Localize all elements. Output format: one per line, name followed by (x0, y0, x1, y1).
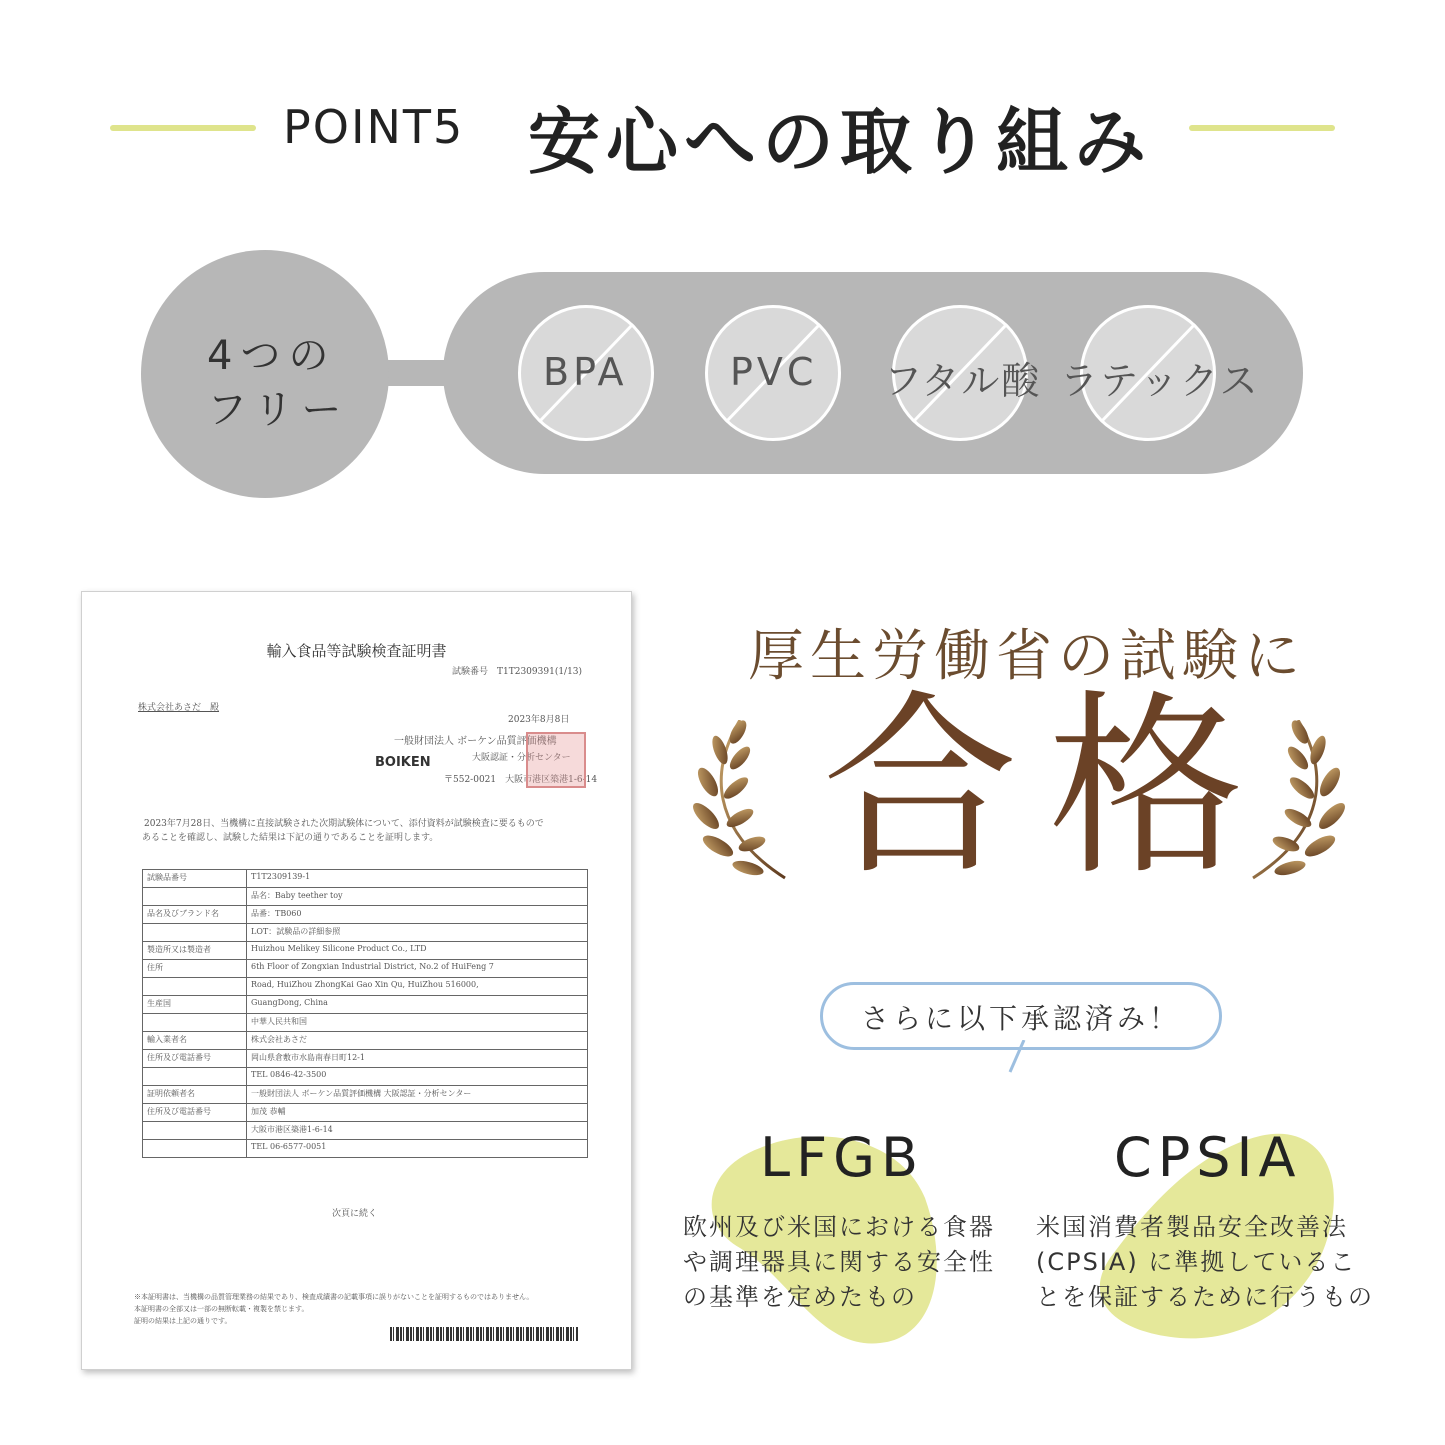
certificate-table-label: 品名及びブランド名 (143, 906, 247, 924)
boiken-logo: BOIKEN (375, 755, 431, 770)
certificate-table-label: 住所 (143, 960, 247, 978)
certificate-addressee: 株式会社あさだ 殿 (138, 703, 220, 713)
page-title: 安心への取り組み (528, 100, 1153, 184)
cpsia-desc-line2: (CPSIA) に準拠しているこ (1036, 1248, 1357, 1276)
certificate-table-label: 生産国 (143, 996, 247, 1014)
free-item-latex: ラテックス (1060, 359, 1260, 403)
free-item-pvc: PVC (730, 350, 818, 394)
certificate-table-value: TEL 06-6577-0051 (247, 1140, 588, 1158)
certificate-table-value: 品番：TB060 (247, 906, 588, 924)
certificate-table-label (143, 924, 247, 942)
certificate-table-label: 証明依頼者名 (143, 1086, 247, 1104)
certificate-table-label: 製造所又は製造者 (143, 942, 247, 960)
certificate-table-value: 6th Floor of Zongxian Industrial District, No.2 of HuiFeng 7 (247, 960, 588, 978)
certificate-table-value: 岡山県倉敷市水島南春日町12-1 (247, 1050, 588, 1068)
certificate-table-row (143, 924, 588, 942)
certificate-table-value: 加茂 恭輔 (247, 1104, 588, 1122)
certificate-table-value: 中華人民共和国 (247, 1014, 588, 1032)
certificate-date: 2023年8月8日 (508, 715, 570, 725)
cpsia-desc-line3: とを保証するために行うもの (1036, 1283, 1374, 1311)
ministry-test-heading: 厚生労働省の試験に (748, 624, 1306, 689)
certificate-table-value: 一般財団法人 ボーケン品質評価機構 大阪認証・分析センター (247, 1086, 588, 1104)
certificate-table-row (143, 1122, 588, 1140)
cpsia-title: CPSIA (1114, 1126, 1302, 1189)
certificate-continued: 次頁に続く (332, 1209, 378, 1219)
certificate-footnote3: 証明の結果は上記の通りです。 (134, 1317, 232, 1325)
certificate-table-row (143, 1104, 588, 1122)
certificate-table-row (143, 1068, 588, 1086)
point-label: POINT5 (283, 100, 465, 154)
certificate-table-value: Huizhou Melikey Silicone Product Co., LTD (247, 942, 588, 960)
certificate-table-label (143, 978, 247, 996)
laurel-right-icon (1238, 720, 1348, 880)
certificate-table-row (143, 1032, 588, 1050)
free-badge-line1: 4つの (207, 333, 337, 379)
laurel-left-icon (690, 720, 800, 880)
certificate-table-value: 品名：Baby teether toy (247, 888, 588, 906)
certificate-table-row (143, 870, 588, 888)
free-item-bpa: BPA (543, 350, 628, 394)
certificate-table-row (143, 1014, 588, 1032)
certificate-footnote1: ※本証明書は、当機構の品質管理業務の結果であり、検査成績書の記載事項に誤りがないことを証明するものではありません。 (134, 1293, 534, 1301)
free-badge-line2: フリー (207, 387, 350, 433)
certificate-table-row (143, 978, 588, 996)
certificate-table-label (143, 1140, 247, 1158)
certificate-body-line1: 2023年7月28日、当機構に直接試験された次期試験体について、添付資料が試験検査に要るもので (144, 819, 544, 829)
certificate-table-label (143, 1122, 247, 1140)
certificate-table-value: Road, HuiZhou ZhongKai Gao Xin Qu, HuiZhou 516000, (247, 978, 588, 996)
certificate-table-value: T1T2309139-1 (247, 870, 588, 888)
badge-connector (385, 360, 455, 386)
bubble-tail (1000, 1040, 1040, 1076)
certificate-table-label (143, 888, 247, 906)
pass-text: 合格 (822, 674, 1275, 902)
test-certificate-document (81, 591, 632, 1370)
barcode (390, 1327, 578, 1341)
certificate-table-row (143, 1086, 588, 1104)
certificate-issuer: 一般財団法人 ボーケン品質評価機構 (394, 736, 557, 747)
certificate-table-label: 輸入業者名 (143, 1032, 247, 1050)
certificate-table-row (143, 1140, 588, 1158)
certificate-table-row (143, 996, 588, 1014)
certificate-table-label (143, 1014, 247, 1032)
lfgb-desc-line1: 欧州及び米国における食器 (683, 1213, 995, 1241)
header-line-right (1189, 125, 1335, 131)
certificate-issuer-address: 〒552-0021 大阪市港区築港1-6-14 (444, 775, 598, 785)
free-badge (141, 250, 389, 498)
cpsia-desc-line1: 米国消費者製品安全改善法 (1036, 1213, 1348, 1241)
certificate-title: 輸入食品等試験検査証明書 (266, 642, 447, 660)
certificate-footnote2: 本証明書の全部又は一部の無断転載・複製を禁じます。 (134, 1305, 309, 1313)
certificate-table-value: GuangDong, China (247, 996, 588, 1014)
seal-stamp (526, 732, 586, 788)
free-item-phthalate: フタル酸 (884, 359, 1042, 403)
lfgb-desc-line3: の基準を定めたもの (683, 1283, 917, 1311)
certificate-test-number: 試験番号 T1T2309391(1/13) (452, 667, 583, 677)
lfgb-desc-line2: や調理器具に関する安全性 (683, 1248, 995, 1276)
certificate-table-label (143, 1068, 247, 1086)
certificate-table-row (143, 960, 588, 978)
certificate-table-label: 住所及び電話番号 (143, 1104, 247, 1122)
certificate-body-line2: あることを確認し、試験した結果は下記の通りであることを証明します。 (142, 833, 439, 843)
certificate-table-value: LOT：試験品の詳細参照 (247, 924, 588, 942)
certificate-table (142, 869, 588, 1158)
certificate-table-value: TEL 0846-42-3500 (247, 1068, 588, 1086)
certificate-table-row (143, 1050, 588, 1068)
certificate-table-label: 試験品番号 (143, 870, 247, 888)
certificate-table-label: 住所及び電話番号 (143, 1050, 247, 1068)
certificate-issuer-branch: 大阪認証・分析センター (472, 753, 571, 763)
certificate-table-row (143, 888, 588, 906)
lfgb-title: LFGB (760, 1126, 925, 1189)
certificate-table-row (143, 942, 588, 960)
certificate-table-row (143, 906, 588, 924)
certificate-table-value: 大阪市港区築港1-6-14 (247, 1122, 588, 1140)
approval-bubble-text: さらに以下承認済み！ (860, 1002, 1181, 1035)
header-line-left (110, 125, 256, 131)
certificate-table-value: 株式会社あさだ (247, 1032, 588, 1050)
